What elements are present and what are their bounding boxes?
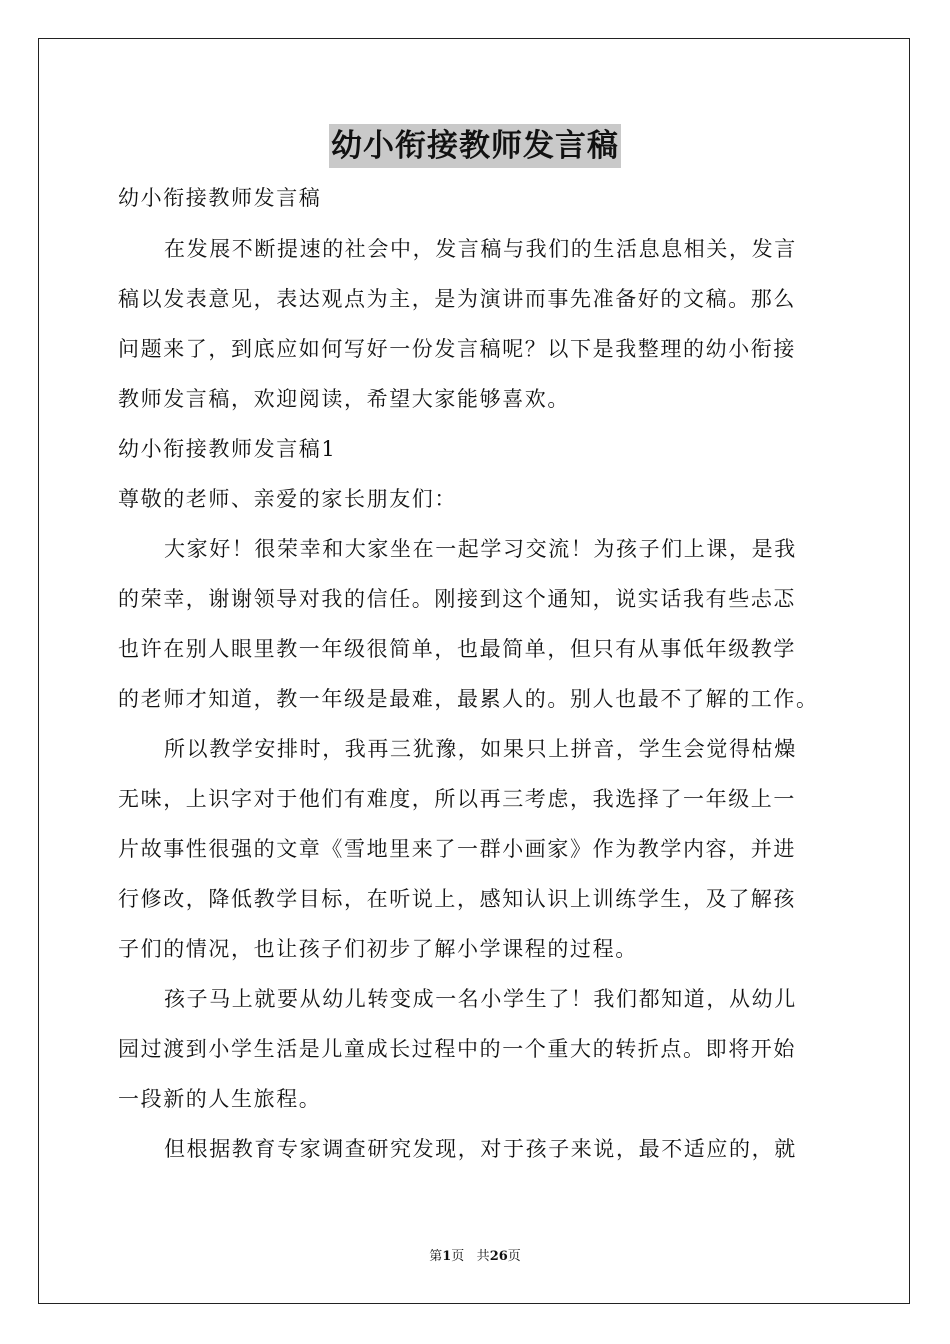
total-suffix: 页: [507, 1249, 521, 1264]
paragraph-line: 但根据教育专家调查研究发现，对于孩子来说，最不适应的，就: [164, 1137, 797, 1161]
paragraph-line: 园过渡到小学生活是儿童成长过程中的一个重大的转折点。即将开始: [118, 1037, 796, 1061]
total-pages: 26: [489, 1249, 508, 1264]
paragraph-line: 孩子马上就要从幼儿转变成一名小学生了！我们都知道，从幼儿: [164, 987, 797, 1011]
page-border: [38, 38, 910, 1304]
page-prefix: 第: [429, 1249, 443, 1264]
total-prefix: 共: [476, 1249, 490, 1264]
paragraph-line: 问题来了，到底应如何写好一份发言稿呢？以下是我整理的幼小衔接: [118, 337, 796, 361]
paragraph-line: 子们的情况，也让孩子们初步了解小学课程的过程。: [118, 937, 638, 961]
section-heading: 幼小衔接教师发言稿1: [118, 437, 337, 461]
paragraph-line: 所以教学安排时，我再三犹豫，如果只上拼音，学生会觉得枯燥: [164, 737, 797, 761]
paragraph-line: 片故事性很强的文章《雪地里来了一群小画家》作为教学内容，并进: [118, 837, 796, 861]
paragraph-line: 大家好！很荣幸和大家坐在一起学习交流！为孩子们上课，是我: [164, 537, 797, 561]
paragraph-line: 也许在别人眼里教一年级很简单，也最简单，但只有从事低年级教学: [118, 637, 796, 661]
page-footer: [0, 1248, 950, 1266]
title-container: [0, 124, 950, 168]
subtitle-line: 幼小衔接教师发言稿: [118, 186, 322, 210]
page-suffix: 页: [451, 1249, 465, 1264]
paragraph-line: 无味，上识字对于他们有难度，所以再三考虑，我选择了一年级上一: [118, 787, 796, 811]
document-title: 幼小衔接教师发言稿: [329, 124, 621, 168]
paragraph-line: 稿以发表意见，表达观点为主，是为演讲而事先准备好的文稿。那么: [118, 287, 796, 311]
page-number: 1: [442, 1249, 452, 1264]
salutation-line: 尊敬的老师、亲爱的家长朋友们：: [118, 487, 457, 511]
paragraph-line: 一段新的人生旅程。: [118, 1087, 322, 1111]
paragraph-line: 的老师才知道，教一年级是最难，最累人的。别人也最不了解的工作。: [118, 687, 819, 711]
paragraph-line: 在发展不断提速的社会中，发言稿与我们的生活息息相关，发言: [164, 237, 797, 261]
paragraph-line: 行修改，降低教学目标，在听说上，感知认识上训练学生，及了解孩: [118, 887, 796, 911]
paragraph-line: 教师发言稿，欢迎阅读，希望大家能够喜欢。: [118, 387, 570, 411]
paragraph-line: 的荣幸，谢谢领导对我的信任。刚接到这个通知，说实话我有些忐忑: [118, 587, 796, 611]
